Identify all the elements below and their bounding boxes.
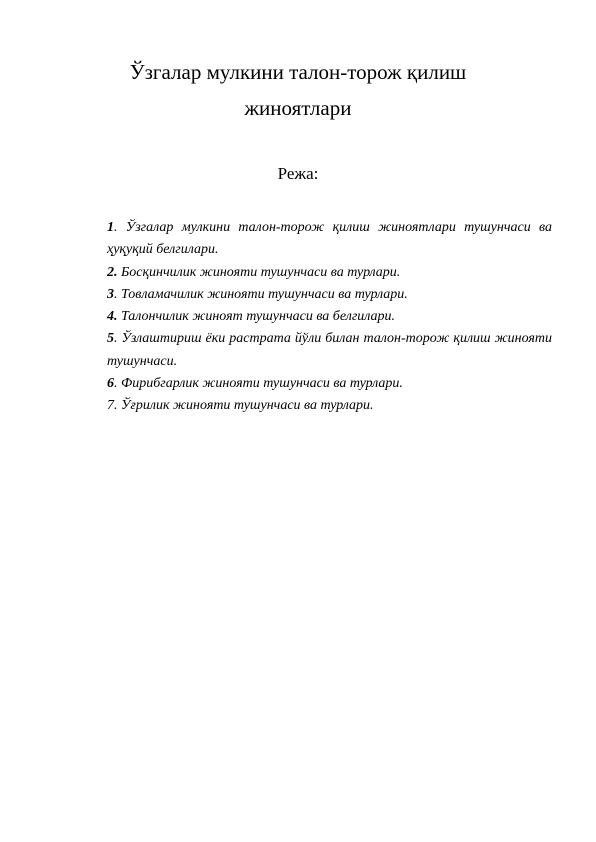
plan-item-number: 7 — [107, 398, 114, 414]
plan-item-1 — [107, 217, 552, 262]
plan-item-text: Босқинчилик жинояти тушунчаси ва турлари. — [121, 264, 401, 280]
document-title-line-1: Ўзгалар мулкини талон-торож қилиш — [129, 60, 467, 84]
plan-item-number: 4. — [107, 309, 118, 325]
plan-item-7 — [107, 395, 552, 417]
plan-item-number: 2. — [107, 264, 118, 280]
plan-item-number: 6 — [107, 376, 114, 392]
plan-item-separator: . — [114, 331, 122, 347]
plan-item-text: Ўзгалар мулкини талон-торож қилиш жиноятлари тушунчаси ва ҳуқуқий белгилари. — [107, 220, 552, 258]
plan-item-text: Фирибгарлик жинояти тушунчаси ва турлари. — [121, 376, 403, 392]
plan-item-separator: . — [114, 376, 121, 392]
plan-item-2 — [107, 262, 552, 284]
plan-item-text: Ўзлаштириш ёки растрата йўли билан талон-торож қилиш жинояти тушунчаси. — [107, 331, 553, 369]
plan-item-separator: . — [114, 286, 121, 302]
plan-item-text: Ўғрилик жинояти тушунчаси ва турлари. — [121, 398, 374, 414]
plan-item-text: Талончилик жиноят тушунчаси ва белгилари. — [121, 309, 396, 325]
plan-item-separator: . — [114, 220, 126, 235]
plan-item-4 — [107, 306, 552, 328]
document-title-line-2: жиноятлари — [244, 96, 352, 120]
plan-item-text: Товламачилик жинояти тушунчаси ва турлари. — [121, 286, 408, 302]
plan-item-number: 3 — [107, 286, 114, 302]
plan-item-number: 5 — [107, 331, 114, 347]
plan-item-3 — [107, 284, 552, 306]
plan-item-6 — [107, 373, 552, 395]
plan-item-separator: . — [114, 398, 121, 414]
plan-list — [107, 217, 552, 418]
plan-heading: Режа: — [277, 164, 319, 183]
plan-item-5 — [107, 328, 552, 373]
plan-item-number: 1 — [107, 220, 114, 235]
